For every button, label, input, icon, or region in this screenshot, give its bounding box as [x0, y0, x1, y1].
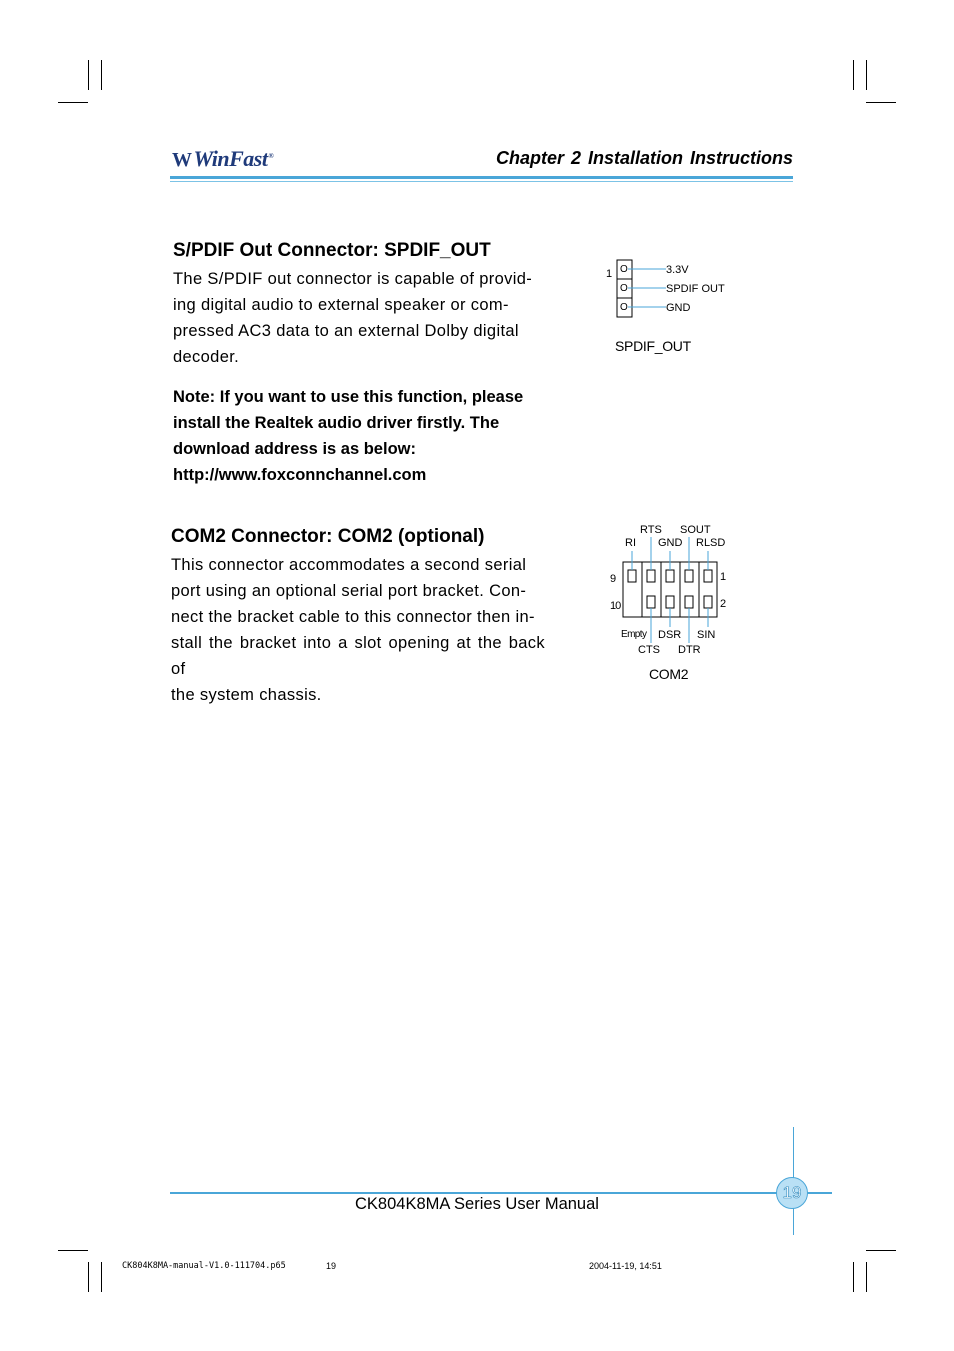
com2-pin-10-label: 10 [610, 600, 621, 612]
com2-line-2: port using an optional serial port bracket. Con- [171, 582, 527, 600]
note-line-3: download address is as below: [173, 440, 416, 458]
print-file-page: 19 [326, 1261, 337, 1271]
com2-label-ri: RI [625, 537, 636, 549]
note-line-1: Note: If you want to use this function, please [173, 388, 524, 406]
com2-label-rlsd: RLSD [696, 537, 726, 549]
com2-label-sout: SOUT [680, 524, 711, 536]
spdif-line-3: pressed AC3 data to an external Dolby digital [173, 322, 519, 340]
spdif-description [173, 266, 545, 370]
com2-label-cts: CTS [638, 644, 660, 656]
spdif-caption: SPDIF_OUT [615, 338, 691, 354]
pin-label-3v3: 3.3V [666, 264, 689, 276]
spdif-line-4: decoder. [173, 348, 240, 366]
pin-one-label: 1 [606, 268, 613, 280]
com2-label-dsr: DSR [658, 629, 682, 641]
com2-pin-2-label: 2 [720, 598, 727, 610]
com2-line-1: This connector accommodates a second serial [171, 556, 527, 574]
com2-label-sin: SIN [697, 629, 716, 641]
com2-description [171, 552, 545, 708]
print-file-name: CK804K8MA-manual-V1.0-111704.p65 [122, 1261, 286, 1271]
com2-pin-1-label: 1 [720, 571, 727, 583]
com2-pin-9-label: 9 [610, 573, 617, 585]
pin-glyph-2: O [620, 283, 628, 294]
winfast-logo [172, 146, 273, 172]
com2-heading: COM2 Connector: COM2 (optional) [171, 526, 485, 547]
com2-label-gnd: GND [658, 537, 683, 549]
com2-line-3: nect the bracket cable to this connector then in- [171, 608, 535, 626]
download-url[interactable]: http://www.foxconnchannel.com [173, 466, 427, 484]
spdif-note [173, 384, 545, 488]
footer-rule [170, 1192, 832, 1194]
logo-text: WinFast [193, 146, 268, 171]
pin-glyph-3: O [620, 302, 628, 313]
logo-mark: W [172, 149, 192, 171]
com2-line-4: stall the bracket into a slot opening at the back of [171, 634, 545, 678]
com2-label-empty: Empty [621, 629, 647, 640]
header-rule-thin [170, 181, 793, 182]
manual-title: CK804K8MA Series User Manual [355, 1195, 599, 1213]
spdif-line-2: ing digital audio to external speaker or com- [173, 296, 509, 314]
com2-label-dtr: DTR [678, 644, 701, 656]
pin-label-gnd: GND [666, 302, 691, 314]
spdif-heading: S/PDIF Out Connector: SPDIF_OUT [173, 240, 491, 261]
com2-caption: COM2 [649, 666, 689, 682]
page-number: 19 [782, 1183, 802, 1202]
com2-line-5: the system chassis. [171, 686, 322, 704]
pin-glyph-1: O [620, 264, 628, 275]
pin-label-spdif-out: SPDIF OUT [666, 283, 725, 295]
chapter-title: Chapter 2 Installation Instructions [495, 148, 793, 168]
note-line-2: install the Realtek audio driver firstly. The [173, 414, 500, 432]
spdif-line-1: The S/PDIF out connector is capable of provid- [173, 270, 533, 288]
print-timestamp: 2004-11-19, 14:51 [589, 1261, 662, 1271]
com2-label-rts: RTS [640, 524, 662, 536]
logo-registered-mark: ® [268, 151, 274, 160]
header-rule [170, 176, 793, 179]
